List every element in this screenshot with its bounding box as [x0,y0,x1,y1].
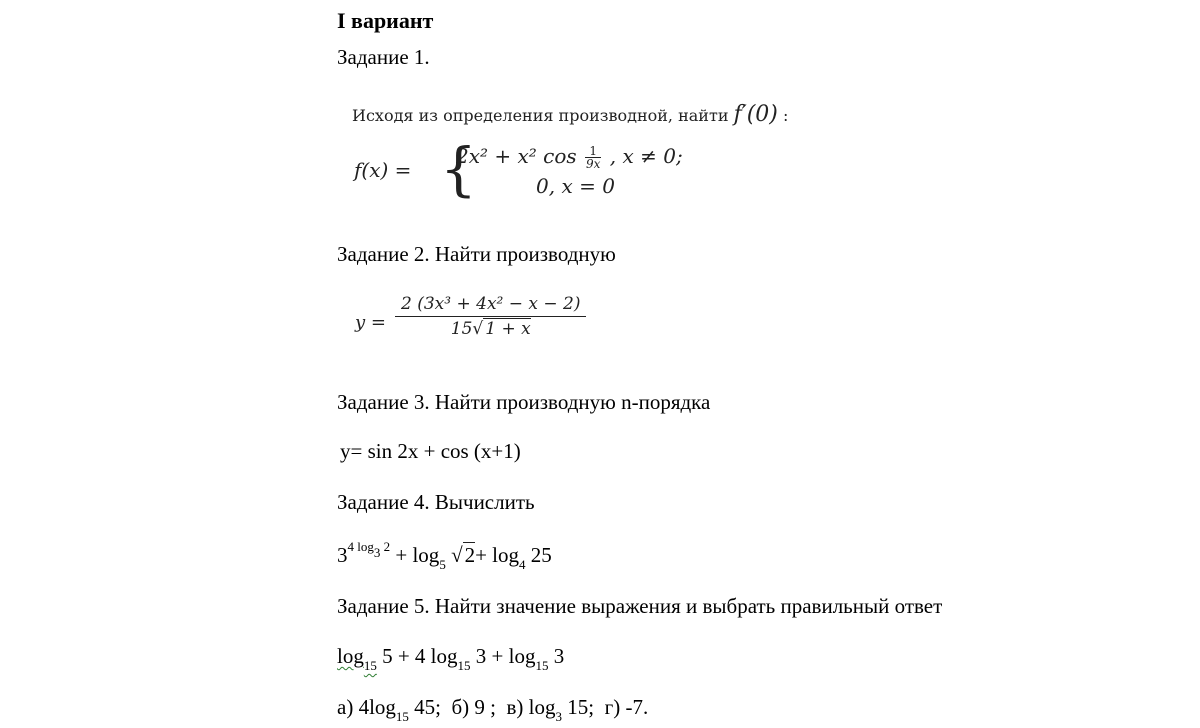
spellcheck-marked-log: log [337,644,364,668]
task2-y-label: y = [355,312,386,333]
task1-heading: Задание 1. [337,45,430,69]
task1-brace: { [440,135,477,203]
task1-case-1 [456,144,683,170]
task1-case-1-fraction [585,145,601,170]
task2-denominator-coef: 15 [450,319,473,339]
task1-prompt-text: Исходя из определения производной, найти [352,106,729,125]
answer-a: а) $4\log_{15}$ 45; [337,695,441,725]
answer-b: б) 9 ; [451,695,497,719]
task1-frac-numerator: 1 [585,145,601,158]
task2-heading: Задание 2. Найти производную [337,242,616,266]
task1-target: f′(0) [733,102,778,127]
task2-denominator [395,317,586,339]
task3-expression: y= sin 2x + cos (x+1) [340,439,521,463]
task5-answer-options [337,694,649,725]
task5-heading: Задание 5. Найти значение выражения и выбрать правильный ответ [337,594,943,618]
task1-formula-image [352,96,832,211]
task4-heading: Задание 4. Вычислить [337,490,535,514]
task2-numerator: 2 (3x³ + 4x² − x − 2) [395,294,586,317]
variant-title: I вариант [337,8,434,33]
task4-sqrt: √2 [451,543,476,567]
task5-expression: $\log_{15} 5 + 4$ $\log_{15} 3 + \log_{15} 3$ [337,644,565,674]
task1-frac-denominator: 9x [586,157,601,171]
task1-target-colon: : [782,106,789,125]
task1-case-1-condition: , x ≠ 0; [609,144,683,168]
task2-radicand: 1 + x [485,319,531,339]
answer-v: в) $\log_3 15$; [506,695,595,725]
task1-prompt [352,102,788,127]
task2-sqrt: √ 1 + x [472,319,531,339]
task1-case-2: 0, x = 0 [536,174,615,198]
task2-formula-image [355,292,595,352]
answer-g: г) -7. [604,695,649,719]
task1-function-lhs: f(x) = [354,158,412,182]
task3-heading: Задание 3. Найти производную n-порядка [337,390,711,414]
task2-fraction [395,294,586,339]
task4-expression: $3^{4 log_3 2} + \log_5 √2+ \log_4 25$ [337,539,552,573]
task1-case-1-expr: 2x² + x² cos [456,144,577,168]
